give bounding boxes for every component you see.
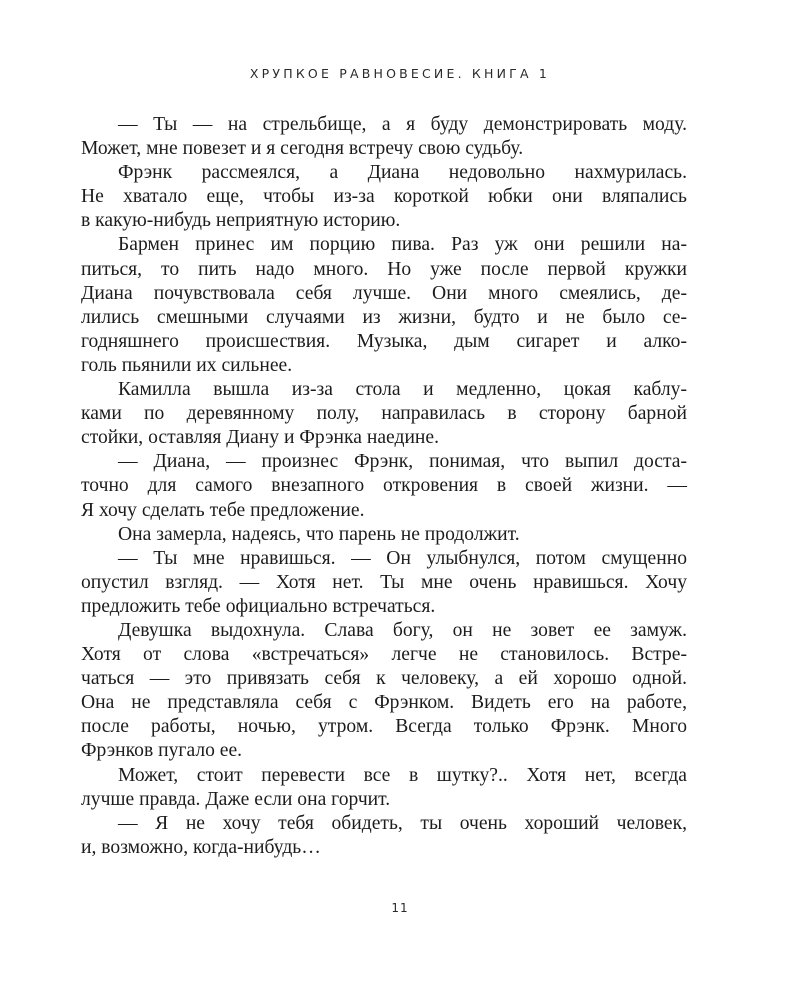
text-line: Камилла вышла из-за стола и медленно, цокая каблу- (118, 379, 687, 401)
text-line: — Ты — на стрельбище, а я буду демонстрировать моду. (118, 114, 687, 135)
text-line: Хотя от слова «встречаться» легче не становилось. Встре- (81, 644, 687, 666)
text-line: в какую-нибудь неприятную историю. (81, 210, 401, 232)
text-line: — Диана, — произнес Фрэнк, понимая, что выпил доста- (118, 451, 687, 473)
body-text (81, 113, 687, 860)
text-line: Она не представляла себя с Фрэнком. Видеть его на работе, (81, 692, 687, 714)
text-line: точно для самого внезапного откровения в своей жизни. — (81, 475, 687, 497)
text-line: — Ты мне нравишься. — Он улыбнулся, потом смущенно (118, 547, 687, 569)
text-line: голь пьянили их сильнее. (81, 354, 293, 376)
text-line: Может, стоит перевести все в шутку?.. Хотя нет, всегда (118, 764, 687, 786)
text-line: Фрэнков пугало ее. (81, 740, 243, 762)
text-line: годняшнего происшествия. Музыка, дым сигарет и алко- (81, 330, 687, 352)
text-line: чаться — это привязать себя к человеку, а ей хорошо одной. (81, 668, 687, 690)
text-line: Она замерла, надеясь, что парень не продолжит. (118, 523, 520, 545)
text-line: Не хватало еще, чтобы из-за короткой юбки они вляпались (81, 186, 687, 208)
text-line: и, возможно, когда-нибудь… (81, 836, 321, 858)
text-line: Я хочу сделать тебе предложение. (81, 499, 365, 521)
running-head: ХРУПКОЕ РАВНОВЕСИЕ. КНИГА 1 (249, 66, 551, 81)
text-line: лились смешными случаями из жизни, будто и не было се- (81, 306, 687, 328)
text-line: Фрэнк рассмеялся, а Диана недовольно нахмурилась. (118, 162, 687, 184)
text-line: после работы, ночью, утром. Всегда только Фрэнк. Много (81, 716, 687, 738)
text-line: предложить тебе официально встречаться. (81, 595, 436, 617)
text-line: стойки, оставляя Диану и Фрэнка наедине. (81, 427, 440, 449)
text-line: Девушка выдохнула. Слава богу, он не зовет ее замуж. (118, 619, 687, 641)
text-line: Диана почувствовала себя лучше. Они много смеялись, де- (81, 282, 687, 304)
text-line: лучше правда. Даже если она горчит. (81, 788, 391, 810)
text-line: питься, то пить надо много. Но уже после первой кружки (81, 258, 687, 280)
text-line: Бармен принес им порцию пива. Раз уж они решили на- (118, 234, 687, 256)
text-line: опустил взгляд. — Хотя нет. Ты мне очень нравишься. Хочу (81, 571, 687, 593)
text-line: ками по деревянному полу, направилась в сторону барной (81, 403, 687, 425)
text-line: Может, мне повезет и я сегодня встречу свою судьбу. (81, 138, 524, 160)
text-line: — Я не хочу тебя обидеть, ты очень хороший человек, (118, 812, 687, 834)
page-number: 11 (391, 901, 409, 915)
